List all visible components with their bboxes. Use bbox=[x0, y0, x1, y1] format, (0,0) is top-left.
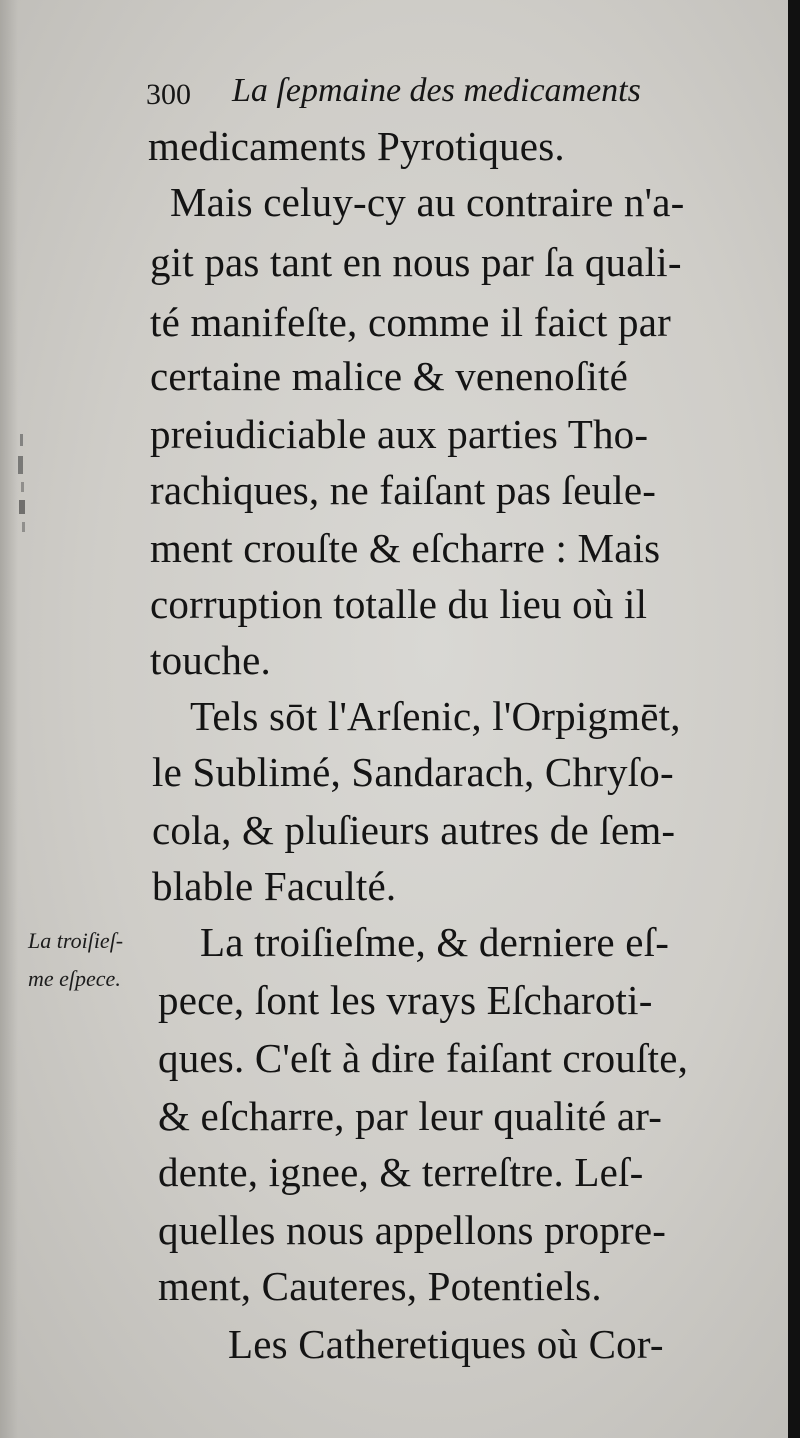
text-line: La troiſieſme, & derniere eſ- bbox=[200, 919, 670, 965]
text-line: Les Catheretiques où Cor- bbox=[228, 1321, 664, 1367]
page-number: 300 bbox=[146, 78, 191, 111]
text-line: dente, ignee, & terreſtre. Leſ- bbox=[158, 1149, 644, 1195]
page-edge-shadow bbox=[788, 0, 800, 1438]
text-line: ment crouſte & eſcharre : Mais bbox=[150, 525, 661, 571]
text-line: pece, ſont les vrays Eſcharoti- bbox=[158, 977, 653, 1023]
text-line: ques. C'eſt à dire faiſant crouſte, bbox=[158, 1035, 689, 1081]
margin-note-line: La troiſieſ- bbox=[28, 928, 124, 953]
page-gutter bbox=[0, 0, 18, 1438]
running-head bbox=[146, 70, 706, 126]
text-line: té manifeſte, comme il faict par bbox=[150, 299, 671, 345]
text-line: rachiques, ne faiſant pas ſeule- bbox=[150, 467, 657, 513]
text-line: blable Faculté. bbox=[152, 863, 397, 909]
margin-note-line: me eſpece. bbox=[28, 966, 121, 991]
text-line: certaine malice & venenoſité bbox=[150, 353, 629, 399]
text-line: Mais celuy-cy au contraire n'a- bbox=[170, 179, 685, 225]
text-line: git pas tant en nous par ſa quali- bbox=[150, 239, 682, 285]
text-line: cola, & pluſieurs autres de ſem- bbox=[152, 807, 676, 853]
text-line: & eſcharre, par leur qualité ar- bbox=[158, 1093, 663, 1139]
text-line: le Sublimé, Sandarach, Chryſo- bbox=[152, 749, 674, 795]
ink-stain-icon bbox=[8, 430, 38, 540]
text-line: corruption totalle du lieu où il bbox=[150, 581, 648, 627]
text-line: medicaments Pyrotiques. bbox=[148, 123, 565, 169]
text-line: Tels sōt l'Arſenic, l'Orpigmēt, bbox=[190, 693, 681, 739]
running-title: La ſepmaine des medicaments bbox=[232, 72, 641, 109]
text-line: quelles nous appellons propre- bbox=[158, 1207, 667, 1253]
text-line: touche. bbox=[150, 637, 271, 683]
text-line: preiudiciable aux parties Tho- bbox=[150, 411, 649, 457]
text-line: ment, Cauteres, Potentiels. bbox=[158, 1263, 602, 1309]
